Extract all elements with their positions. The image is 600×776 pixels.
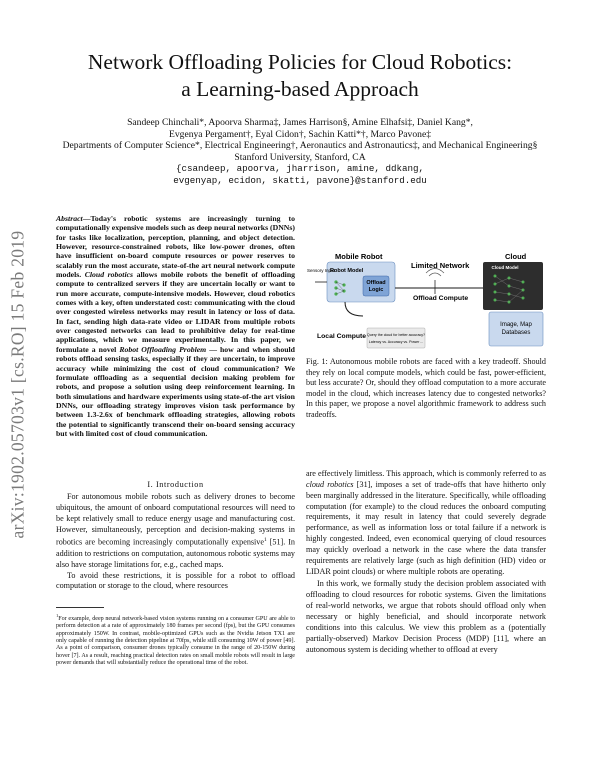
footnote-marker: 1	[263, 537, 267, 544]
right-paragraph-1-emphasis: cloud robotics	[306, 479, 354, 489]
query-box	[367, 328, 425, 348]
antenna-icon	[426, 269, 444, 295]
paper-title	[0, 49, 600, 103]
title-line-1: Network Offloading Policies for Cloud Robotics:	[87, 50, 513, 74]
intro-paragraph-1	[56, 492, 295, 571]
intro-right-column	[306, 469, 546, 655]
abstract-text-2: allows mobile robots the benefit of offloading compute to centralized servers if they are uncertain locally or want to run more accurate, compute-intensive models. However, cloud robotics comes with a key, often understated cost: communicating with the cloud over congested wireless networks may result in latency or loss of data. In fact, sending high data-rate video or LIDAR from multiple robots over congested networks can lead to prohibitive delay for real-time applications, which we measure experimentally. In this paper, we formulate a novel	[56, 270, 296, 354]
cloud-model-label: Cloud Model	[491, 265, 519, 270]
section-title: I. Introduction	[147, 480, 204, 489]
intro-left-column	[56, 492, 295, 592]
emails-line-2: evgenyap, ecidon, skatti, pavone}@stanford.edu	[173, 174, 427, 186]
right-paragraph-1-text-b: [31], imposes a set of trade-offs that have hitherto only been marginally addressed in the literature. Specifically, while offloading computation (for example) to the cloud reduces the onboard computing requirements, it may result in latency that could severely degrade performance, as well as information loss or total failure if a network is highly congested. Indeed, even economical querying of cloud resources may quickly overload a network in the case where the data transfer requirements are relatively large (such as high definition (HD) video or LIDAR point clouds) or where multiple robots are operating.	[306, 479, 546, 576]
intro-paragraph-1-text-a: For autonomous mobile robots such as delivery drones to become ubiquitous, the amount of onboard computational resources will need to be kept relatively small to reduce energy usage and manufacturing cost. However, simultaneously, perception and decision-making systems in robotics are becoming increasingly computationally expensive	[56, 492, 295, 548]
abstract-emphasis-1: Cloud robotics	[84, 270, 134, 280]
footnote-rule	[56, 607, 104, 608]
intro-paragraph-2: To avoid these restrictions, it is possible for a robot to offload computation or storage to the cloud, where resources	[56, 570, 295, 591]
footnote-number: 1	[56, 613, 59, 618]
cloud-label: Cloud	[505, 252, 527, 261]
author-block	[0, 117, 600, 187]
figure-1-caption: Fig. 1: Autonomous mobile robots are faced with a key tradeoff. Should they rely on local compute models, which could be fast, power-efficient, but less accurate? Or, should they offload computation to a more accurate model in the cloud, which increases latency due to congested networks? In this paper, we propose a novel algorithmic framework to address such tradeoffs.	[306, 357, 546, 419]
footnote-text: For example, deep neural network-based vision systems running on a consumer GPU are able to perform detection at a rate of approximately 180 frames per second (fps), but the GPU consumes approximately 150W. In contrast, mobile-optimized GPUs such as the Nvidia Jetson TX1 are only capable of running the detection pipeline at 70fps, while still consuming 10W of power [49]. As a point of comparison, consumer drones typically consume in the range of 20-150W during hover [7]. As a result, reaching practical detection rates on small mobile robots will result in large power demands that will substantially reduce the operational time of the robot.	[56, 616, 295, 667]
right-paragraph-1	[306, 469, 546, 577]
affiliation-line-1: Departments of Computer Science*, Electrical Engineering†, Aeronautics and Astronautics‡, and Mechanical Engineering§	[62, 140, 538, 152]
abstract-label: Abstract	[56, 214, 83, 223]
limited-network-label: Limited Network	[411, 261, 470, 270]
arxiv-stamp: arXiv:1902.05703v1 [cs.RO] 15 Feb 2019	[7, 230, 28, 539]
right-paragraph-1-text-a: are effectively limitless. This approach, which is commonly referred to as	[306, 469, 546, 478]
figure-1-diagram	[305, 250, 547, 350]
authors-line-2: Evgenya Pergament†, Eyal Cidon†, Sachin Katti*†, Marco Pavone‡	[169, 128, 431, 140]
offload-logic-label: Offload Logic	[366, 280, 386, 293]
intro-paragraph-1-text-b: [51]. In addition to restrictions on computation, autonomous robotic systems may also have storage limitations for, e.g., cached maps.	[56, 538, 295, 569]
abstract-emphasis-2: Robot Offloading Problem	[119, 344, 207, 354]
robot-model-label: Robot Model	[330, 268, 364, 274]
authors-line-1: Sandeep Chinchali*, Apoorva Sharma‡, James Harrison§, Amine Elhafsi‡, Daniel Kang*,	[127, 117, 473, 128]
affiliation-line-2: Stanford University, Stanford, CA	[234, 151, 366, 163]
image-map-databases-label: Image, Map Databases	[500, 322, 532, 336]
local-compute-arrow	[345, 302, 363, 316]
right-paragraph-2: In this work, we formally study the decision problem associated with offloading to cloud resources for robotic systems. Given the limitations of real-world networks, we argue that robots should offload only when necessary or highly beneficial, and should incorporate network conditions into this calculus. We view this problem as a (potentially partially-observed) Markov Decision Process (MDP) [11], where an autonomous system is deciding whether to offload at every	[306, 579, 546, 654]
query-line-1: Query the cloud for better accuracy?	[366, 333, 426, 337]
title-line-2: a Learning-based Approach	[181, 77, 419, 101]
mobile-robot-label: Mobile Robot	[335, 252, 383, 261]
database-box	[489, 312, 543, 346]
abstract-text-1: —Today's robotic systems are increasingly turning to computationally expensive models such as deep neural networks (DNNs) for tasks like localization, perception, planning, and object detection. However, resource-constrained robots, like low-power drones, often have insufficient on-board compute resources or power reserves to scalably run the most accurate, state-of-the art neural network compute models.	[56, 214, 295, 280]
footnote	[56, 612, 295, 667]
offload-logic-box	[363, 276, 389, 296]
abstract	[56, 214, 295, 438]
sensory-input-label: Sensory Input	[307, 268, 335, 273]
emails-line-1: {csandeep, apoorva, jharrison, amine, ddkang,	[175, 163, 425, 175]
local-compute-label: Local Compute	[317, 333, 367, 340]
query-line-2: Latency vs. Accuracy vs. Power ...	[368, 340, 424, 344]
abstract-text-3: — how and when should robots offload sensing tasks, especially if they are uncertain, to improve accuracy while minimizing the cost of cloud communication? We formulate offloading as a sequential decision making problem for robots, and propose a solution using deep reinforcement learning. In both simulations and hardware experiments using state-of-the art vision DNNs, our offloading strategy improves vision task performance by between 1.3-2.6x of benchmark offloading strategies, allowing robots the potential to significantly transcend their on-board sensing accuracy but with limited cost of cloud communication.	[56, 344, 295, 438]
offload-compute-label: Offload Compute	[413, 295, 469, 302]
